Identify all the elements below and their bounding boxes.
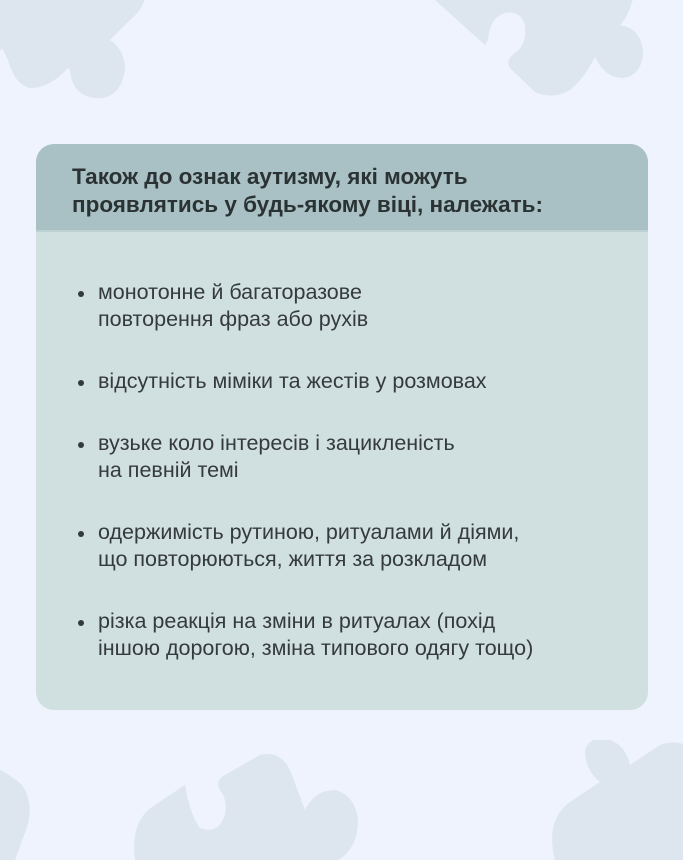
- puzzle-piece-icon: [545, 740, 683, 860]
- bullet-icon: [78, 380, 84, 386]
- list-item: [76, 430, 648, 484]
- bullet-icon: [78, 620, 84, 626]
- item-text: що повторюються, життя за розкладом: [98, 547, 488, 571]
- list-item: [76, 368, 648, 395]
- info-card: [36, 144, 648, 710]
- item-text: іншою дорогою, зміна типового одягу тощо): [98, 636, 534, 660]
- item-text: одержимість рутиною, ритуалами й діями,: [98, 520, 520, 544]
- puzzle-piece-icon: [0, 0, 200, 110]
- puzzle-piece-icon: [0, 760, 40, 860]
- list-item: [76, 279, 648, 333]
- card-header: [36, 144, 648, 232]
- card-title: [72, 163, 648, 219]
- puzzle-piece-icon: [405, 0, 645, 105]
- item-text: на певній темі: [98, 458, 239, 482]
- bullet-icon: [78, 531, 84, 537]
- symptom-list: [36, 232, 648, 662]
- item-text: різка реакція на зміни в ритуалах (похід: [98, 609, 496, 633]
- list-item: [76, 608, 648, 662]
- item-text: відсутність міміки та жестів у розмовах: [98, 369, 487, 393]
- item-text: вузьке коло інтересів і зацикленість: [98, 431, 455, 455]
- list-item: [76, 519, 648, 573]
- item-text: повторення фраз або рухів: [98, 307, 369, 331]
- title-line: Також до ознак аутизму, які можуть: [72, 164, 468, 189]
- puzzle-piece-icon: [130, 750, 380, 860]
- bullet-icon: [78, 291, 84, 297]
- item-text: монотонне й багаторазове: [98, 280, 362, 304]
- title-line: проявлятись у будь-якому віці, належать:: [72, 192, 543, 217]
- bullet-icon: [78, 442, 84, 448]
